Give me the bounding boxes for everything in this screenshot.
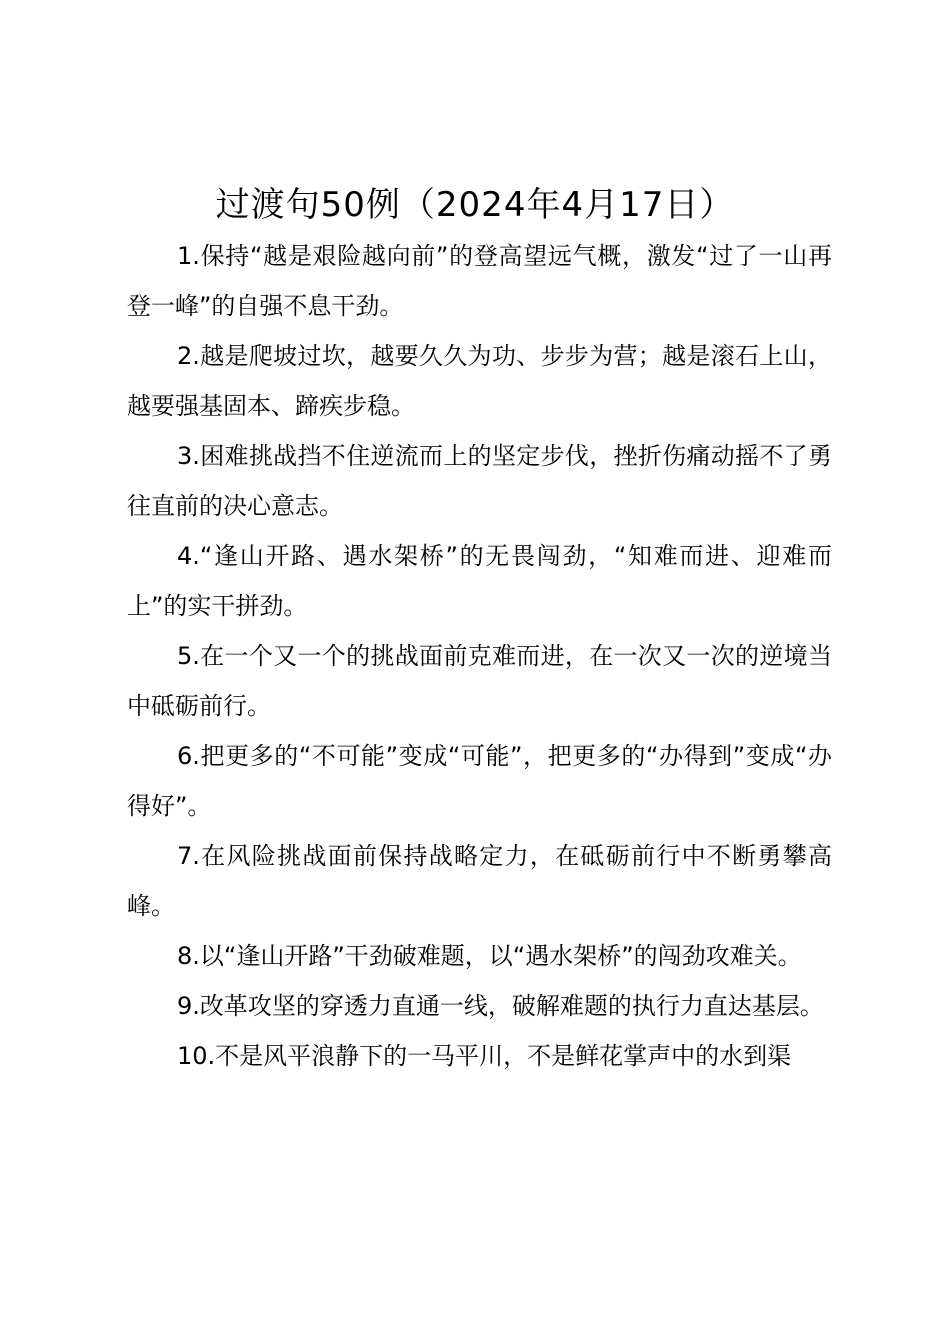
paragraph-4: 4.“逢山开路、遇水架桥”的无畏闯劲，“知难而进、迎难而上”的实干拼劲。 [127,542,832,620]
paragraph-7: 7.在风险挑战面前保持战略定力，在砥砺前行中不断勇攀高峰。 [127,842,832,920]
paragraph-5: 5.在一个又一个的挑战面前克难而进，在一次又一次的逆境当中砥砺前行。 [127,642,832,720]
paragraph-2: 2.越是爬坡过坎，越要久久为功、步步为营；越是滚石上山，越要强基固本、蹄疾步稳。 [127,342,832,420]
paragraph-8: 8.以“逢山开路”干劲破难题，以“遇水架桥”的闯劲攻难关。 [177,942,802,970]
paragraph-3: 3.困难挑战挡不住逆流而上的坚定步伐，挫折伤痛动摇不了勇往直前的决心意志。 [127,442,832,520]
paragraph-10: 10.不是风平浪静下的一马平川，不是鲜花掌声中的水到渠 [177,1042,792,1070]
paragraph-6: 6.把更多的“不可能”变成“可能”，把更多的“办得到”变成“办得好”。 [127,742,832,820]
paragraph-9: 9.改革攻坚的穿透力直通一线，破解难题的执行力直达基层。 [177,992,824,1020]
document-body [127,231,832,1081]
paragraph-1: 1.保持“越是艰险越向前”的登高望远气概，激发“过了一山再登一峰”的自强不息干劲。 [127,242,832,320]
document-title: 过渡句50例（2024年4月17日） [215,185,735,225]
